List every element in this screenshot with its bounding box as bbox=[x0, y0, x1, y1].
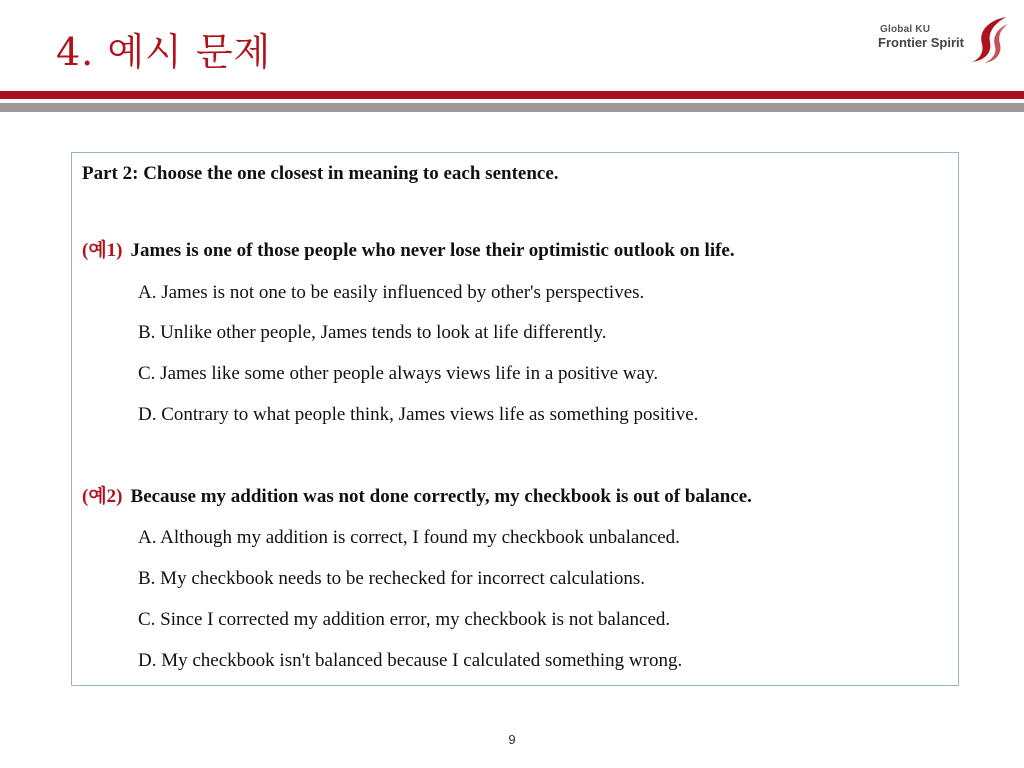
example-2-header bbox=[82, 486, 752, 508]
example-2-option-b: B. My checkbook needs to be rechecked for incorrect calculations. bbox=[138, 568, 645, 589]
header-bar-gray bbox=[0, 103, 1024, 112]
slide-title: 4. 예시 문제 bbox=[56, 30, 272, 74]
instruction-text: Part 2: Choose the one closest in meaning to each sentence. bbox=[82, 163, 559, 184]
example-1-sentence: James is one of those people who never lose their optimistic outlook on life. bbox=[130, 240, 735, 261]
brand-logo bbox=[876, 14, 1016, 64]
example-1-option-b: B. Unlike other people, James tends to look at life differently. bbox=[138, 322, 607, 343]
example-2-option-d: D. My checkbook isn't balanced because I calculated something wrong. bbox=[138, 650, 683, 671]
example-2-sentence: Because my addition was not done correctly, my checkbook is out of balance. bbox=[130, 486, 752, 507]
example-1-header bbox=[82, 240, 735, 262]
logo-line-2: Frontier Spirit bbox=[878, 35, 964, 50]
example-1-prefix: (예1) bbox=[82, 240, 123, 261]
logo-line-1: Global KU bbox=[880, 24, 931, 35]
page-number: 9 bbox=[508, 732, 516, 747]
ku-swoosh-icon bbox=[966, 14, 1012, 64]
example-2-prefix: (예2) bbox=[82, 486, 123, 507]
example-1-option-a: A. James is not one to be easily influenced by other's perspectives. bbox=[138, 282, 645, 303]
example-2-option-a: A. Although my addition is correct, I found my checkbook unbalanced. bbox=[138, 527, 680, 548]
example-1-option-d: D. Contrary to what people think, James views life as something positive. bbox=[138, 404, 699, 425]
example-2-option-c: C. Since I corrected my addition error, my checkbook is not balanced. bbox=[138, 609, 671, 630]
header-bar-red bbox=[0, 91, 1024, 99]
example-1-option-c: C. James like some other people always views life in a positive way. bbox=[138, 363, 659, 384]
